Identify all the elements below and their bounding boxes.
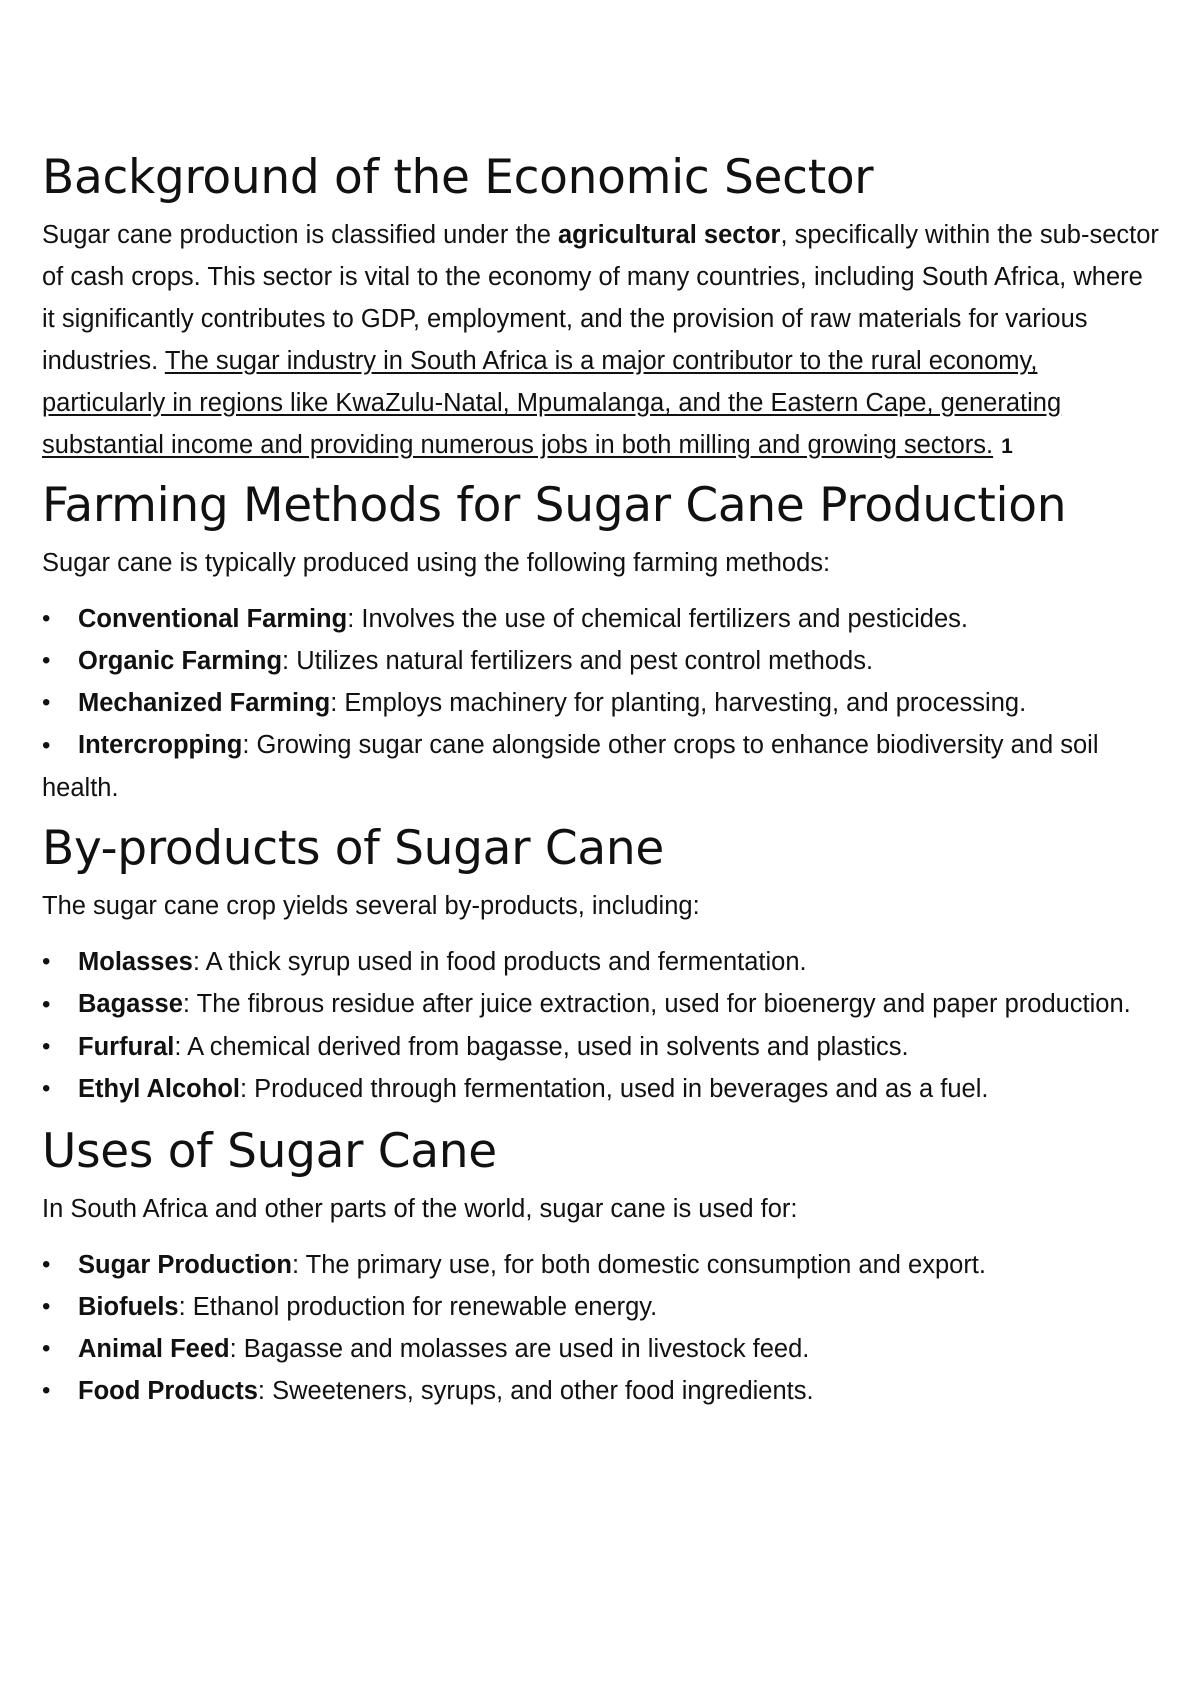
list-desc: : Ethanol production for renewable energy.	[178, 1293, 658, 1321]
list-desc: : The fibrous residue after juice extraction, used for bioenergy and paper production.	[182, 990, 1131, 1018]
section-heading: Uses of Sugar Cane	[42, 1124, 497, 1179]
section-byproducts	[42, 821, 1162, 1110]
section-farming-methods	[42, 478, 1162, 809]
list-desc: : Sweeteners, syrups, and other food ingredients.	[257, 1377, 814, 1405]
bullet-icon: •	[42, 605, 51, 632]
bullet-list	[42, 1244, 1162, 1412]
list-term: Ethyl Alcohol	[78, 1075, 240, 1103]
list-desc: : Employs machinery for planting, harvesting, and processing.	[330, 689, 1027, 717]
list-term: Intercropping	[78, 731, 243, 759]
section-uses	[42, 1124, 1162, 1412]
list-item	[42, 640, 1162, 682]
section-heading: By-products of Sugar Cane	[42, 821, 664, 876]
list-term: Bagasse	[78, 990, 183, 1018]
list-desc: : Utilizes natural fertilizers and pest control methods.	[282, 647, 874, 675]
bullet-list	[42, 941, 1162, 1110]
list-item	[42, 1370, 1162, 1412]
bullet-icon: •	[42, 991, 51, 1018]
list-item	[42, 1286, 1162, 1328]
section-intro: Sugar cane is typically produced using the following farming methods:	[42, 549, 831, 577]
list-item	[42, 1068, 1162, 1110]
bullet-icon: •	[42, 1033, 51, 1060]
list-term: Animal Feed	[78, 1335, 230, 1363]
bullet-icon: •	[42, 1251, 51, 1278]
list-desc: : Produced through fermentation, used in beverages and as a fuel.	[239, 1075, 989, 1103]
list-item	[42, 682, 1162, 724]
list-term: Conventional Farming	[78, 605, 348, 633]
list-desc: : A thick syrup used in food products and fermentation.	[192, 948, 807, 976]
list-item	[42, 941, 1162, 983]
section-intro: In South Africa and other parts of the world, sugar cane is used for:	[42, 1195, 798, 1223]
bullet-icon: •	[42, 1075, 51, 1102]
list-item	[42, 983, 1162, 1026]
list-item	[42, 1328, 1162, 1370]
bullet-icon: •	[42, 689, 51, 716]
bullet-icon: •	[42, 948, 51, 975]
list-term: Furfural	[78, 1033, 175, 1061]
bullet-icon: •	[42, 647, 51, 674]
list-term: Sugar Production	[78, 1251, 292, 1279]
list-item	[42, 598, 1162, 640]
list-term: Biofuels	[78, 1293, 179, 1321]
citation-marker[interactable]: 1	[1001, 435, 1013, 458]
list-item	[42, 1244, 1162, 1286]
list-desc: : Bagasse and molasses are used in livestock feed.	[229, 1335, 810, 1363]
list-desc: : Involves the use of chemical fertilizers and pesticides.	[347, 605, 968, 633]
section-heading: Background of the Economic Sector	[42, 150, 874, 205]
bullet-icon: •	[42, 732, 51, 759]
list-desc: : A chemical derived from bagasse, used in solvents and plastics.	[174, 1033, 909, 1061]
list-term: Mechanized Farming	[78, 689, 331, 717]
section-background	[42, 150, 1162, 468]
list-item	[42, 724, 1162, 809]
bullet-icon: •	[42, 1335, 51, 1362]
bullet-icon: •	[42, 1293, 51, 1320]
section-intro: The sugar cane crop yields several by-products, including:	[42, 892, 700, 920]
list-term: Organic Farming	[78, 647, 283, 675]
list-term: Food Products	[78, 1377, 258, 1405]
underlined-source-text[interactable]: The sugar industry in South Africa is a major contributor to the rural economy, particularly in regions like KwaZulu-Natal, Mpumalanga, and the Eastern Cape, generating substantial income and providing numerous jobs in both milling and growing sectors.	[42, 347, 1062, 459]
background-paragraph	[42, 214, 1162, 468]
document-page	[42, 150, 1162, 1430]
paragraph-text: Sugar cane production is classified under the	[42, 221, 558, 249]
list-desc: : Growing sugar cane alongside other crops to enhance biodiversity and soil health.	[42, 731, 1099, 802]
list-term: Molasses	[78, 948, 193, 976]
bullet-list	[42, 598, 1162, 809]
bold-term: agricultural sector	[557, 221, 781, 249]
list-desc: : The primary use, for both domestic consumption and export.	[291, 1251, 986, 1279]
section-heading: Farming Methods for Sugar Cane Production	[42, 478, 1067, 533]
bullet-icon: •	[42, 1377, 51, 1404]
list-item	[42, 1026, 1162, 1068]
paragraph-text: , specifically within the sub-sector of cash crops. This sector is vital to the economy of many countries, including South Africa, where it significantly contributes to GDP, employment, and the provision of raw materials for various industries.	[42, 221, 1159, 375]
